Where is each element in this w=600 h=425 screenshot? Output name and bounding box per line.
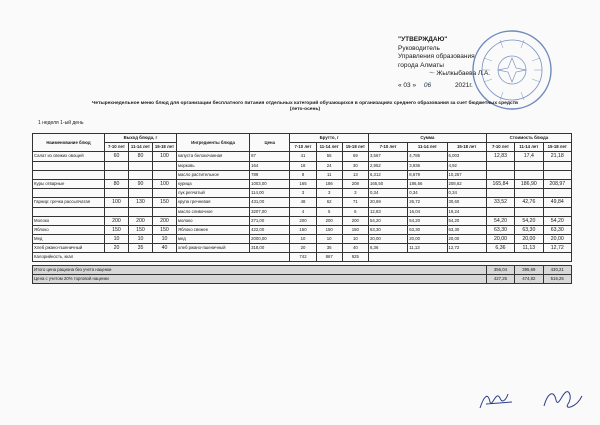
output-cell: 200 [104, 216, 128, 225]
age-header-output-1: 7-10 лет [104, 143, 128, 152]
gross-cell: 10 [342, 235, 368, 244]
output-cell [152, 189, 176, 198]
age-header-output-3: 15-18 лет [152, 143, 176, 152]
output-cell: 10 [128, 235, 152, 244]
output-cell [128, 161, 152, 170]
sum-cell: 3,936 [408, 161, 447, 170]
ingredient-cell: масло сливочное [176, 207, 249, 216]
gross-cell: 10 [316, 235, 342, 244]
ingredient-cell: курица [176, 179, 249, 188]
table-row [33, 244, 572, 253]
document-title [20, 101, 590, 114]
gross-cell: 69 [342, 152, 368, 161]
cost-cell [486, 207, 514, 216]
gross-total-2: 867 [316, 253, 342, 262]
header-price: Цена [250, 134, 290, 152]
sum-cell: 30,60 [447, 198, 486, 207]
approval-heading: "УТВЕРЖДАЮ" [398, 36, 448, 43]
gross-cell: 186 [316, 179, 342, 188]
cost-cell: 54,20 [486, 216, 514, 225]
ingredient-cell: масло растительное [176, 170, 249, 179]
gross-cell: 24 [316, 161, 342, 170]
sum-cell: 54,20 [447, 216, 486, 225]
output-cell: 200 [152, 216, 176, 225]
sum-cell: 12,72 [447, 244, 486, 253]
cost-cell: 54,20 [543, 216, 571, 225]
age-header-gross-1: 7-10 лет [290, 143, 316, 152]
table-row [33, 235, 572, 244]
cost-cell: 20,00 [515, 235, 543, 244]
gross-cell: 208 [342, 179, 368, 188]
output-cell: 90 [128, 179, 152, 188]
approval-line-2: Управления образования [398, 53, 475, 61]
output-cell: 80 [104, 179, 128, 188]
approval-line-1: Руководитель [398, 44, 440, 52]
gross-cell: 30 [342, 161, 368, 170]
dish-name-cell: Яблоко [33, 225, 105, 234]
gross-cell: 5 [316, 207, 342, 216]
gross-cell: 150 [342, 225, 368, 234]
gross-cell: 48 [290, 198, 316, 207]
sum-cell: 6,003 [447, 152, 486, 161]
dish-name-cell: Гарнир: гречка рассыпчатая [33, 198, 105, 207]
table-row [33, 170, 572, 179]
sum-cell: 3,567 [368, 152, 407, 161]
cost-cell: 20,00 [543, 235, 571, 244]
ingredient-cell: хлеб ржано-пшеничный [176, 244, 249, 253]
cost-cell [515, 161, 543, 170]
cost-cell: 12,83 [486, 152, 514, 161]
dish-name-cell [33, 189, 105, 198]
markup-value-2: 474,82 [515, 275, 543, 284]
signature-mark: ～ [428, 70, 435, 78]
output-cell [104, 161, 128, 170]
cost-cell [543, 161, 571, 170]
cost-cell: 11,13 [515, 244, 543, 253]
gross-cell: 8 [290, 170, 316, 179]
sum-cell: 54,20 [408, 216, 447, 225]
ingredient-cell: мед [176, 235, 249, 244]
sum-cell: 63,30 [447, 225, 486, 234]
sum-cell: 63,30 [408, 225, 447, 234]
sum-cell: 19,24 [447, 207, 486, 216]
cost-cell: 63,30 [486, 225, 514, 234]
cost-cell: 17,4 [515, 152, 543, 161]
gross-cell: 13 [342, 170, 368, 179]
total-value-3: 430,21 [543, 266, 571, 275]
age-header-sum-2: 11-14 лет [408, 143, 447, 152]
dish-name-cell [33, 161, 105, 170]
gross-cell: 4 [290, 207, 316, 216]
gross-cell: 165 [290, 179, 316, 188]
output-cell [152, 207, 176, 216]
output-cell [104, 170, 128, 179]
header-cost: Стоимость блюда [486, 134, 571, 143]
cost-cell: 54,20 [515, 216, 543, 225]
sum-cell: 26,72 [408, 198, 447, 207]
cost-cell [543, 189, 571, 198]
sum-cell: 165,50 [368, 179, 407, 188]
cost-cell [543, 207, 571, 216]
cost-cell: 20,00 [486, 235, 514, 244]
title-text: Четырехнедельное меню блюд для организации бесплатного питания отдельных категорий обучающихся в организациях среднего образования за счет бюджетных средств [91, 101, 519, 106]
date-month: 06 [423, 81, 432, 89]
gross-cell: 18 [290, 161, 316, 170]
output-cell [152, 170, 176, 179]
cost-cell: 12,72 [543, 244, 571, 253]
markup-value-1: 427,25 [486, 275, 514, 284]
price-cell: 164 [250, 161, 290, 170]
week-day-label: 1 неделя 1-ый день [38, 120, 84, 126]
gross-cell: 20 [290, 244, 316, 253]
header-sum: Сумма [368, 134, 486, 143]
output-cell: 150 [152, 198, 176, 207]
season-text: (лето-осень) [289, 107, 321, 113]
table-row [33, 189, 572, 198]
sum-cell: 20,00 [447, 235, 486, 244]
price-cell: 2000,00 [250, 235, 290, 244]
gross-cell: 40 [342, 244, 368, 253]
table-row [33, 216, 572, 225]
sum-cell: 0,34 [368, 189, 407, 198]
cost-cell [515, 170, 543, 179]
sum-cell: 2,952 [368, 161, 407, 170]
age-header-sum-1: 7-10 лет [368, 143, 407, 152]
output-cell: 150 [104, 225, 128, 234]
output-cell: 100 [152, 152, 176, 161]
official-stamp-icon [470, 28, 554, 112]
dish-name-cell: Мед [33, 235, 105, 244]
output-cell: 10 [152, 235, 176, 244]
output-cell: 40 [152, 244, 176, 253]
sum-cell: 4,785 [408, 152, 447, 161]
cost-cell: 33,52 [486, 198, 514, 207]
age-header-output-2: 11-14 лет [128, 143, 152, 152]
output-cell: 100 [104, 198, 128, 207]
cost-cell: 63,30 [515, 225, 543, 234]
output-cell: 100 [152, 179, 176, 188]
ingredient-cell: Яблоко свежее [176, 225, 249, 234]
approval-line-3: города Алматы [398, 61, 444, 69]
menu-footer [33, 253, 572, 284]
signer-name: Жылкыбаева Л.А. [436, 70, 491, 78]
gross-cell: 150 [316, 225, 342, 234]
total-row [33, 266, 572, 275]
cost-cell: 6,36 [486, 244, 514, 253]
date-day: « 03 » [398, 81, 417, 89]
output-cell [128, 170, 152, 179]
gross-cell: 62 [316, 198, 342, 207]
age-header-cost-2: 11-14 лет [515, 143, 543, 152]
header-dish-name: Наименование блюд [33, 134, 105, 152]
age-header-row [33, 143, 572, 152]
markup-row [33, 275, 572, 284]
output-cell: 35 [128, 244, 152, 253]
sum-cell: 6,312 [368, 170, 407, 179]
gross-cell: 6 [342, 207, 368, 216]
cost-cell: 165,84 [486, 179, 514, 188]
gross-cell: 3 [290, 189, 316, 198]
markup-label: Цена с учетом 20% торговой наценки [33, 275, 487, 284]
output-cell [128, 207, 152, 216]
dish-name-cell [33, 207, 105, 216]
age-header-cost-1: 7-10 лет [486, 143, 514, 152]
sum-cell: 12,83 [368, 207, 407, 216]
header-output: Выход блюда, г [104, 134, 176, 143]
sum-cell: 20,00 [368, 235, 407, 244]
ingredient-cell: крупа гречневая [176, 198, 249, 207]
cost-cell: 208,97 [543, 179, 571, 188]
price-cell: 1003,00 [250, 179, 290, 188]
output-cell: 150 [128, 225, 152, 234]
gross-cell: 10 [290, 235, 316, 244]
age-header-gross-3: 15-18 лет [342, 143, 368, 152]
dish-name-cell: Салат из свежих овощей [33, 152, 105, 161]
gross-cell: 200 [290, 216, 316, 225]
price-cell: 318,00 [250, 244, 290, 253]
markup-value-3: 516,25 [543, 275, 571, 284]
gross-cell: 71 [342, 198, 368, 207]
gross-cell: 200 [316, 216, 342, 225]
sum-cell: 54,20 [368, 216, 407, 225]
calorie-empty [368, 253, 571, 262]
total-value-1: 356,04 [486, 266, 514, 275]
output-cell: 150 [152, 225, 176, 234]
table-row [33, 152, 572, 161]
price-cell: 87 [250, 152, 290, 161]
age-header-sum-3: 15-18 лет [447, 143, 486, 152]
sum-cell: 0,34 [408, 189, 447, 198]
gross-cell: 3 [316, 189, 342, 198]
total-value-2: 395,69 [515, 266, 543, 275]
sum-cell: 186,56 [408, 179, 447, 188]
ingredient-cell: молоко [176, 216, 249, 225]
output-cell [128, 189, 152, 198]
menu-table [32, 133, 572, 284]
ingredient-cell: капуста белокочанная [176, 152, 249, 161]
price-cell: 422,00 [250, 225, 290, 234]
price-cell: 114,00 [250, 189, 290, 198]
gross-cell: 200 [342, 216, 368, 225]
sum-cell: 20,00 [408, 235, 447, 244]
output-cell [152, 161, 176, 170]
cost-cell: 21,18 [543, 152, 571, 161]
sum-cell: 63,30 [368, 225, 407, 234]
cost-cell: 186,90 [515, 179, 543, 188]
calorie-row [33, 253, 572, 262]
price-cell: 789 [250, 170, 290, 179]
dish-name-cell: Хлеб ржано-пшеничный [33, 244, 105, 253]
gross-total-3: 925 [342, 253, 368, 262]
dish-name-cell [33, 170, 105, 179]
sum-cell: 16,04 [408, 207, 447, 216]
gross-cell: 35 [316, 244, 342, 253]
cost-cell: 63,30 [543, 225, 571, 234]
gross-cell: 41 [290, 152, 316, 161]
header-gross: Брутто, г [290, 134, 369, 143]
ingredient-cell: морковь [176, 161, 249, 170]
price-cell: 271,00 [250, 216, 290, 225]
output-cell [104, 207, 128, 216]
ingredient-cell: лук репчатый [176, 189, 249, 198]
gross-cell: 11 [316, 170, 342, 179]
date-year: 2021г. [454, 81, 473, 89]
gross-cell: 3 [342, 189, 368, 198]
sum-cell: 8,679 [408, 170, 447, 179]
age-header-cost-3: 15-18 лет [543, 143, 571, 152]
cost-cell: 42,76 [515, 198, 543, 207]
dish-name-cell: Молоко [33, 216, 105, 225]
cost-cell: 49,84 [543, 198, 571, 207]
cost-cell [486, 161, 514, 170]
price-cell: 3207,00 [250, 207, 290, 216]
gross-cell: 150 [290, 225, 316, 234]
sum-cell: 6,36 [368, 244, 407, 253]
sum-cell: 11,13 [408, 244, 447, 253]
output-cell: 60 [104, 152, 128, 161]
output-cell: 200 [128, 216, 152, 225]
sum-cell: 20,69 [368, 198, 407, 207]
output-cell [104, 189, 128, 198]
output-cell: 20 [104, 244, 128, 253]
table-row [33, 179, 572, 188]
dish-name-cell: Куры отварные [33, 179, 105, 188]
cost-cell [543, 170, 571, 179]
age-header-gross-2: 11-14 лет [316, 143, 342, 152]
header-ingredients: Ингредиенты блюда [176, 134, 249, 152]
cost-cell [486, 189, 514, 198]
handwritten-signatures-icon [460, 378, 590, 418]
output-cell: 80 [128, 152, 152, 161]
cost-cell [515, 207, 543, 216]
calorie-label: Калорийность, ккал [33, 253, 290, 262]
gross-total-1: 742 [290, 253, 316, 262]
gross-cell: 55 [316, 152, 342, 161]
cost-cell [486, 170, 514, 179]
table-row [33, 161, 572, 170]
sum-cell: 208,62 [447, 179, 486, 188]
table-row [33, 225, 572, 234]
output-cell: 130 [128, 198, 152, 207]
sum-cell: 4,92 [447, 161, 486, 170]
table-row [33, 198, 572, 207]
price-cell: 431,00 [250, 198, 290, 207]
table-row [33, 207, 572, 216]
sum-cell: 10,257 [447, 170, 486, 179]
sum-cell: 0,34 [447, 189, 486, 198]
menu-body [33, 152, 572, 253]
cost-cell [515, 189, 543, 198]
total-label: Итого цена рациона без учета наценки [33, 266, 487, 275]
output-cell: 10 [104, 235, 128, 244]
